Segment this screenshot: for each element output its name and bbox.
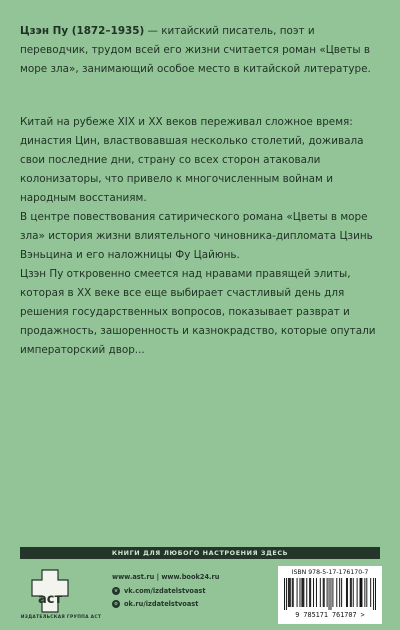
ok-icon: o: [112, 600, 120, 608]
ast-logo-text: аст: [37, 592, 63, 607]
barcode-bar: [373, 578, 374, 610]
barcode-icon: [282, 578, 378, 610]
book-description: [20, 113, 384, 360]
barcode-bar: [351, 578, 352, 607]
barcode-bar: [293, 578, 294, 607]
barcode-bar: [327, 578, 328, 607]
barcode-bar: [336, 578, 337, 607]
barcode-bar: [306, 578, 307, 607]
barcode-bar: [330, 578, 331, 610]
barcode-bar: [364, 578, 365, 607]
ok-link-text: ok.ru/izdatelstvoast: [124, 600, 199, 608]
barcode-bar: [366, 578, 367, 607]
author-name: Цзэн Пу (1872–1935): [20, 25, 145, 37]
description-paragraph-2: В центре повествования сатирического романа «Цветы в море зла» история жизни влиятельного чиновника-дипломата Цзинь Вэньцина и его наложницы Фу Цайюнь.: [20, 211, 373, 261]
barcode-bar: [292, 578, 293, 607]
description-paragraph-1: Китай на рубеже XIX и XX веков переживал сложное время: династия Цин, властвовавшая несколько столетий, доживала свои последние дни, страну со всех сторон атаковали колонизаторы, что привело к многочисленным войнам и народным восстаниям.: [20, 116, 364, 204]
barcode-bar: [313, 578, 314, 607]
barcode-bar: [288, 578, 289, 607]
barcode-bar: [302, 578, 303, 607]
barcode-bar: [290, 578, 291, 607]
barcode-bar: [339, 578, 340, 607]
barcode-bar: [347, 578, 348, 607]
barcode-bar: [357, 578, 358, 607]
barcode-bar: [310, 578, 311, 607]
vk-link[interactable]: [112, 587, 272, 595]
barcode-bar: [320, 578, 321, 607]
barcode-bar: [309, 578, 310, 607]
ast-logo-icon: [20, 566, 102, 616]
publisher-caption: ИЗДАТЕЛЬСКАЯ ГРУППА АСТ: [20, 615, 102, 620]
author-intro-text: — китайский писатель, поэт и переводчик, трудом всей его жизни считается роман «Цветы в море зла», занимающий особое место в китайской литературе.: [20, 25, 371, 75]
barcode-bar: [350, 578, 351, 607]
barcode-block: [278, 566, 382, 624]
barcode-bar: [360, 578, 361, 607]
ok-link[interactable]: [112, 600, 272, 608]
barcode-bar: [297, 578, 298, 607]
barcode-digits: 9 785171 761707 >: [295, 611, 365, 619]
author-intro: [20, 22, 380, 79]
barcode-bar: [303, 578, 304, 607]
barcode-bar: [324, 578, 325, 607]
barcode-bar: [323, 578, 324, 607]
barcode-bar: [286, 578, 287, 610]
barcode-bar: [375, 578, 376, 610]
barcode-bar: [353, 578, 354, 607]
barcode-bar: [341, 578, 342, 607]
barcode-bar: [346, 578, 347, 607]
isbn-number: ISBN 978-5-17-176170-7: [291, 569, 369, 576]
series-strip: КНИГИ ДЛЯ ЛЮБОГО НАСТРОЕНИЯ ЗДЕСЬ: [20, 547, 380, 559]
publisher-links: [112, 573, 272, 613]
barcode-bar: [329, 578, 330, 610]
barcode-bar: [316, 578, 317, 607]
barcode-bar: [332, 578, 333, 607]
barcode-bar: [301, 578, 302, 607]
barcode-bar: [289, 578, 290, 607]
vk-link-text: vk.com/izdatelstvoast: [124, 587, 206, 595]
vk-icon: v: [112, 587, 120, 595]
barcode-bar: [299, 578, 300, 607]
publisher-logo: [20, 566, 102, 622]
barcode-bar: [284, 578, 285, 610]
description-paragraph-3: Цзэн Пу откровенно смеется над нравами правящей элиты, которая в XX веке все еще выбирает счастливый день для решения государственных вопросов, показывает разврат и продажность, зашоренность и казнокрадство, которые опутали императорский двор...: [20, 268, 376, 356]
publisher-websites[interactable]: www.ast.ru | www.book24.ru: [112, 573, 220, 581]
barcode-bar: [370, 578, 371, 607]
barcode-bar: [361, 578, 362, 607]
barcode-bar: [361, 578, 362, 607]
